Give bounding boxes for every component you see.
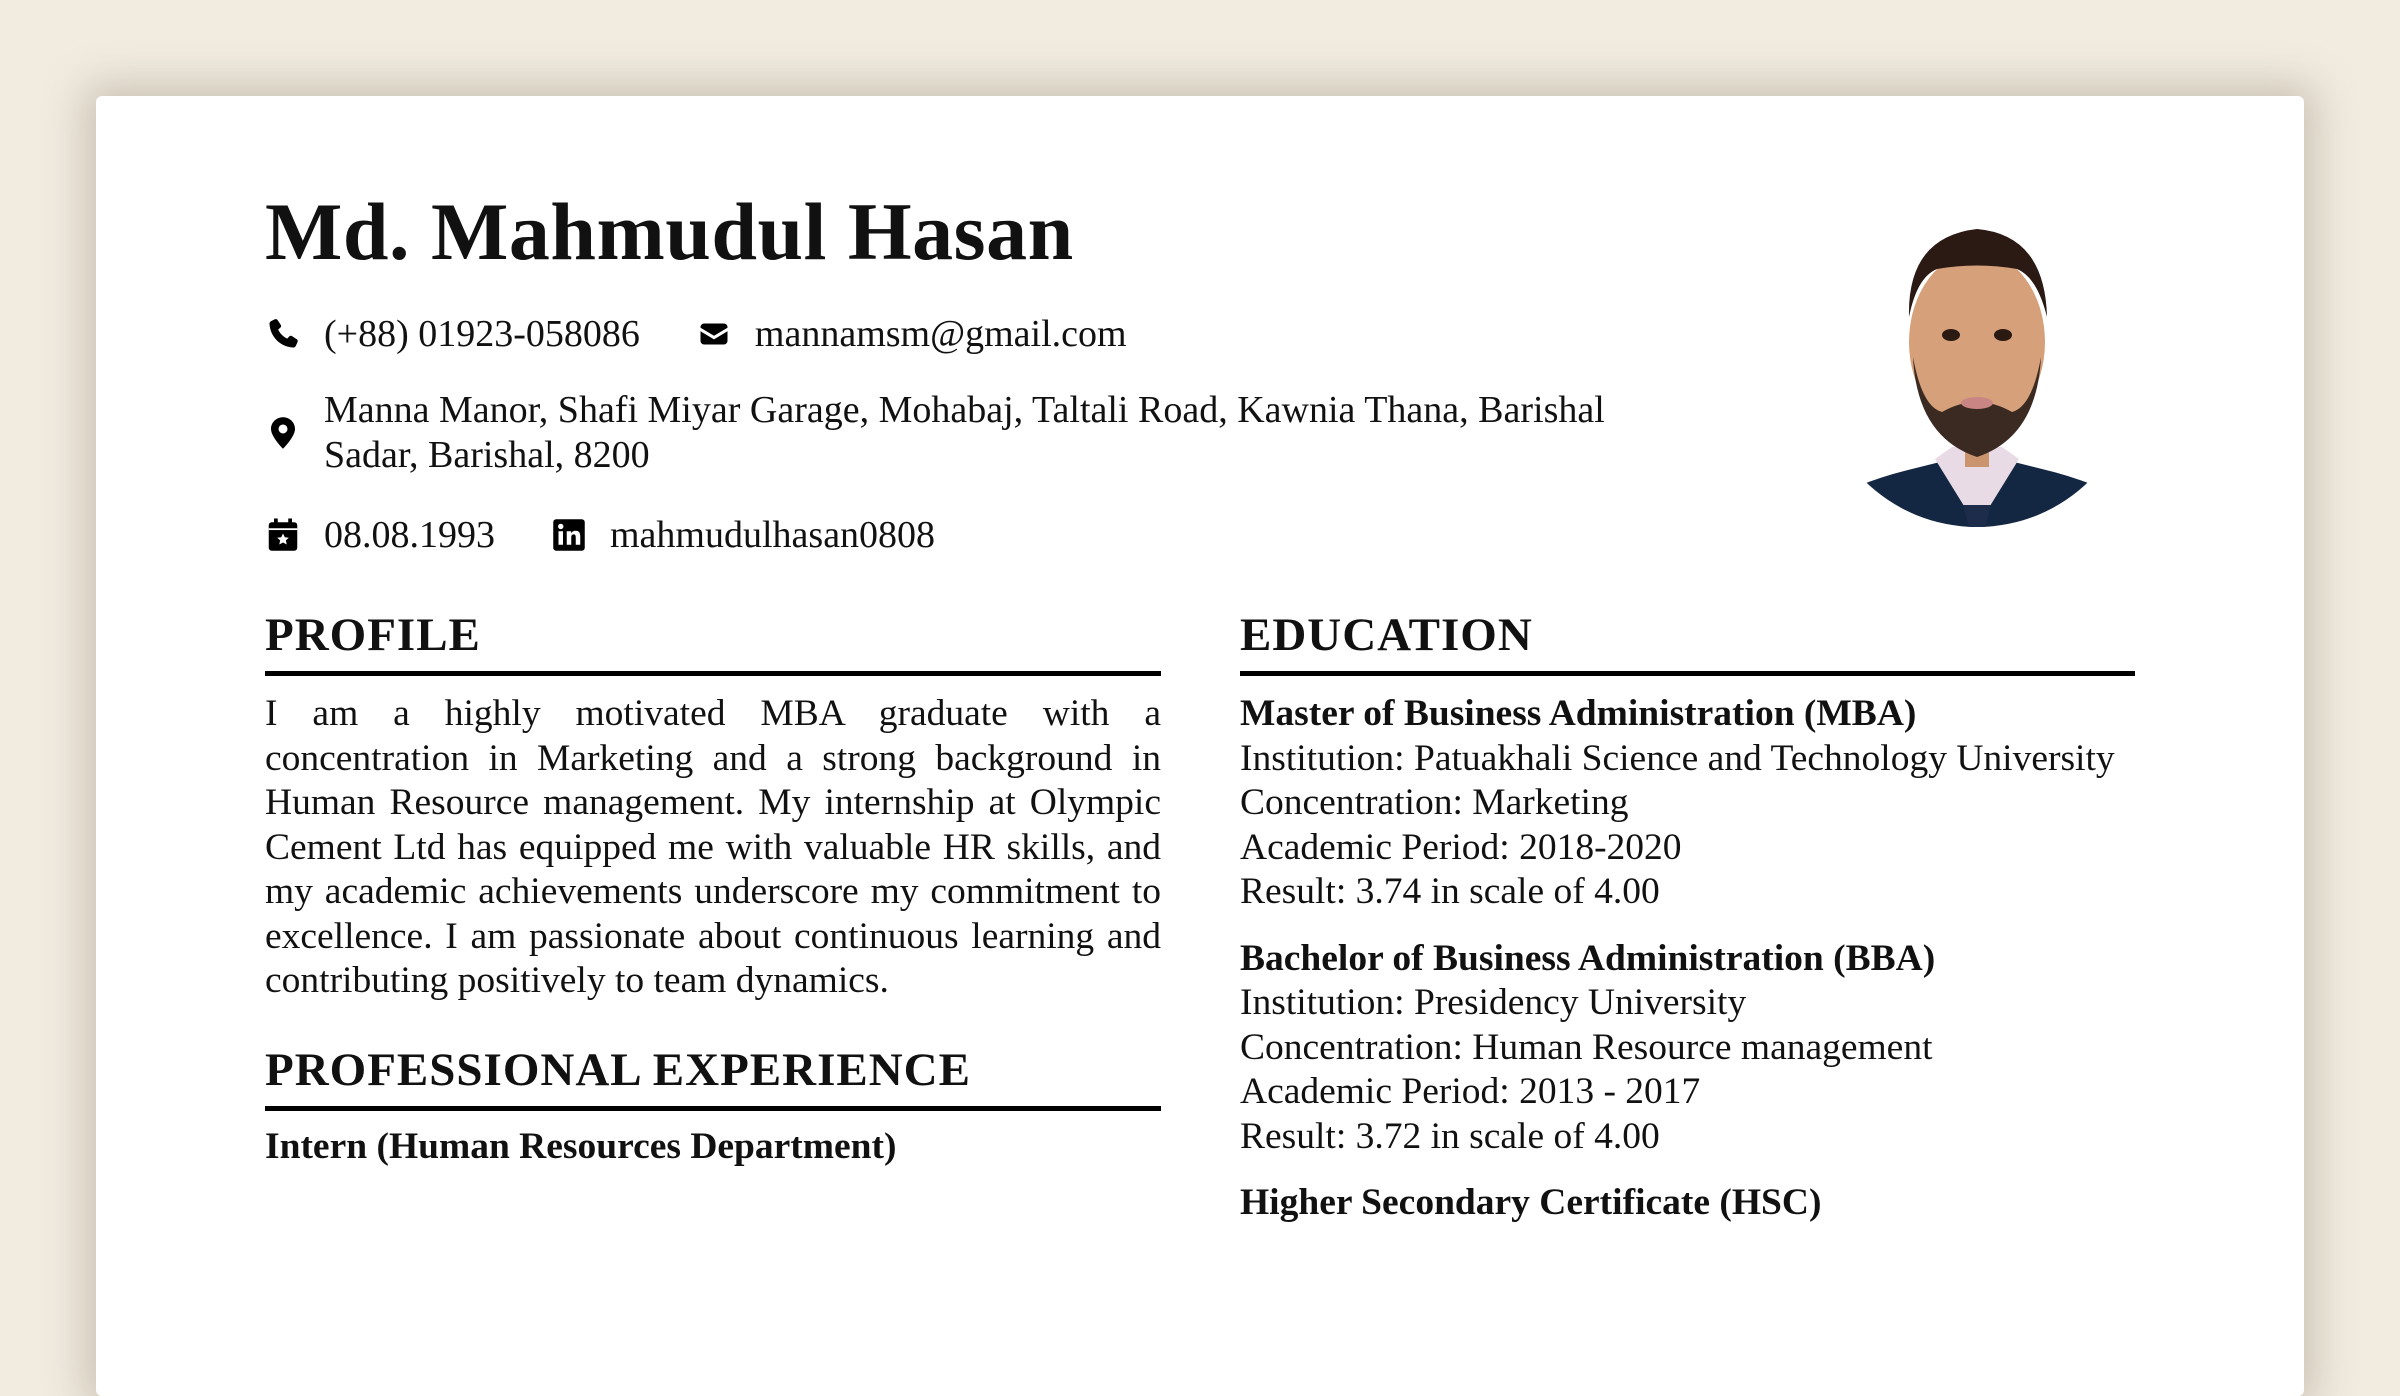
calendar-star-icon: [265, 517, 301, 553]
degree-title: Higher Secondary Certificate (HSC): [1240, 1182, 1822, 1223]
degree-title: Master of Business Administration (MBA): [1240, 693, 1917, 734]
education-heading: EDUCATION: [1240, 605, 2135, 676]
profile-photo: [1817, 207, 2137, 527]
address-text: [324, 388, 1824, 478]
phone-number[interactable]: (+88) 01923-058086: [324, 313, 640, 355]
degree-title: Bachelor of Business Administration (BBA): [1240, 937, 1936, 979]
institution: Institution: Presidency University: [1240, 982, 1747, 1023]
address-line-2: Sadar, Barishal, 8200: [324, 434, 650, 476]
profile-section: [265, 605, 1161, 1004]
email-item: [696, 312, 1127, 356]
envelope-icon: [696, 316, 732, 352]
experience-section: [265, 1040, 1161, 1170]
education-item: [1240, 692, 2135, 915]
left-column: [265, 605, 1161, 1169]
academic-period: Academic Period: 2018-2020: [1240, 826, 1682, 868]
concentration: Concentration: Marketing: [1240, 782, 1629, 823]
contact-row-1: [265, 312, 1183, 356]
experience-heading: PROFESSIONAL EXPERIENCE: [265, 1040, 1161, 1111]
profile-text: I am a highly motivated MBA graduate with a concentration in Marketing and a strong background in Human Resource management. My internship at Olympic Cement Ltd has equipped me with valuable HR skills, and my academic achievements underscore my commitment to excellence. I am passionate about continuous learning and contributing positively to team dynamics.: [265, 693, 1161, 1001]
address-item: [265, 388, 1824, 478]
candidate-name: Md. Mahmudul Hasan: [265, 186, 1074, 277]
contact-row-3: [265, 513, 991, 557]
map-pin-icon: [265, 415, 301, 451]
institution: Institution: Patuakhali Science and Technology University: [1240, 737, 2115, 779]
phone-icon: [265, 316, 301, 352]
job-title: Intern (Human Resources Department): [265, 1125, 897, 1167]
date-of-birth: 08.08.1993: [324, 514, 495, 556]
address-line-1: Manna Manor, Shafi Miyar Garage, Mohabaj, Taltali Road, Kawnia Thana, Barishal: [324, 389, 1605, 431]
linkedin-handle[interactable]: mahmudulhasan0808: [610, 514, 936, 556]
portrait-image: [1817, 207, 2137, 527]
profile-heading: PROFILE: [265, 605, 1161, 676]
linkedin-icon: [551, 517, 587, 553]
academic-period: Academic Period: 2013 - 2017: [1240, 1071, 1701, 1112]
education-item: [1240, 937, 2135, 1160]
education-item: [1240, 1181, 2135, 1226]
right-column: [1240, 605, 2135, 1226]
email-address[interactable]: mannamsm@gmail.com: [754, 313, 1127, 355]
result: Result: 3.72 in scale of 4.00: [1240, 1115, 1660, 1157]
linkedin-item: [551, 513, 935, 557]
result: Result: 3.74 in scale of 4.00: [1240, 871, 1660, 912]
phone-item: [265, 312, 640, 356]
dob-item: [265, 513, 495, 557]
concentration: Concentration: Human Resource management: [1240, 1026, 1933, 1068]
